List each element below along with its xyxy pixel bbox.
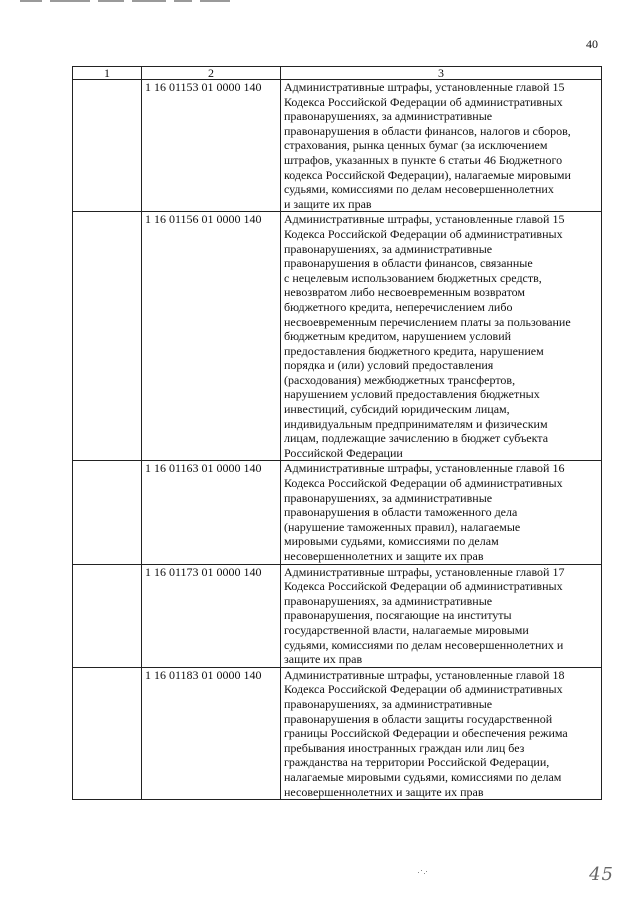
description-line: невозвратом либо несвоевременным возвратом [284,285,526,300]
budget-classification-table [72,66,602,800]
row-description-cell [281,80,602,212]
description-line: Административные штрафы, установленные главой 18 [284,667,565,682]
row-code-cell: 1 16 01163 01 0000 140 [142,461,281,564]
description-line: Административные штрафы, установленные главой 17 [284,564,565,579]
description-line: штрафов, указанных в пункте 6 статьи 46 Бюджетного [284,152,563,167]
description-line: защите их прав [284,652,363,667]
row-description-cell [281,564,602,667]
row-code-cell: 1 16 01183 01 0000 140 [142,667,281,799]
description-line: лицам, подлежащие зачислению в бюджет субъекта [284,431,549,446]
description-line: правонарушения в области финансов, связанные [284,256,533,271]
description-line: Кодекса Российской Федерации об административных [284,226,563,241]
page-number: 40 [586,37,598,51]
handwritten-page-stamp: 45 [589,864,614,885]
description-line: страхования, рынка ценных бумаг (за исключением [284,138,548,153]
table-row [73,461,602,564]
description-line: Кодекса Российской Федерации об административных [284,579,563,594]
description-line: бюджетного кредита, неперечислением либо [284,299,513,314]
scan-speck [418,869,428,875]
description-line: предоставления бюджетного кредита, нарушением [284,343,544,358]
description-line: правонарушениях, за административные [284,696,493,711]
description-line: и защите их прав [284,196,372,211]
header-col-3: 3 [281,67,602,80]
row-description-cell [281,212,602,461]
description-line: Кодекса Российской Федерации об административных [284,94,563,109]
description-line: правонарушениях, за административные [284,593,493,608]
table-header-row [73,67,602,80]
row-col-1-cell [73,461,142,564]
description-line: налагаемые мировыми судьями, комиссиями по делам [284,769,562,784]
row-col-1-cell [73,667,142,799]
table-row [73,667,602,799]
row-code-cell: 1 16 01173 01 0000 140 [142,564,281,667]
table-row [73,80,602,212]
description-line: правонарушения в области защиты государственной [284,711,553,726]
row-col-1-cell [73,212,142,461]
description-line: Административные штрафы, установленные главой 15 [284,212,565,227]
description-line: индивидуальным предпринимателям и физическим [284,416,548,431]
row-description-cell [281,667,602,799]
scan-edge-marks [20,0,250,3]
description-line: мировыми судьями, комиссиями по делам [284,534,499,549]
table-row [73,564,602,667]
description-line: с нецелевым использованием бюджетных средств, [284,270,542,285]
header-col-2: 2 [142,67,281,80]
description-line: государственной власти, налагаемые мировыми [284,622,529,637]
header-col-1: 1 [73,67,142,80]
description-line: бюджетным кредитом, нарушением условий [284,329,512,344]
description-line: Административные штрафы, установленные главой 15 [284,80,565,94]
description-line: нарушением условий предоставления бюджетных [284,387,540,402]
description-line: правонарушения в области финансов, налогов и сборов, [284,123,571,138]
description-line: правонарушения, посягающие на институты [284,608,512,623]
row-code-cell: 1 16 01156 01 0000 140 [142,212,281,461]
description-line: правонарушениях, за административные [284,109,493,124]
description-line: Кодекса Российской Федерации об административных [284,476,563,491]
description-line: границы Российской Федерации и обеспечения режима [284,726,568,741]
row-code-cell: 1 16 01153 01 0000 140 [142,80,281,212]
row-col-1-cell [73,80,142,212]
description-line: правонарушениях, за административные [284,241,493,256]
description-line: судьями, комиссиями по делам несовершеннолетних [284,182,554,197]
description-line: (расходования) межбюджетных трансфертов, [284,372,516,387]
row-description-cell [281,461,602,564]
description-line: пребывания иностранных граждан или лиц без [284,740,525,755]
description-line: правонарушения в области таможенного дела [284,505,518,520]
description-line: правонарушениях, за административные [284,490,493,505]
row-col-1-cell [73,564,142,667]
description-line: гражданства на территории Российской Федерации, [284,755,550,770]
description-line: Административные штрафы, установленные главой 16 [284,461,565,476]
description-line: Российской Федерации [284,445,403,460]
description-line: несвоевременным перечислением платы за пользование [284,314,571,329]
description-line: судьями, комиссиями по делам несовершеннолетних и [284,637,564,652]
description-line: кодекса Российской Федерации), налагаемые мировыми [284,167,571,182]
description-line: несовершеннолетних и защите их прав [284,784,484,799]
description-line: несовершеннолетних и защите их прав [284,549,484,563]
description-line: Кодекса Российской Федерации об административных [284,682,563,697]
description-line: (нарушение таможенных правил), налагаемые [284,519,521,534]
table-row [73,212,602,461]
description-line: порядка и (или) условий предоставления [284,358,494,373]
description-line: инвестиций, субсидий юридическим лицам, [284,402,510,417]
